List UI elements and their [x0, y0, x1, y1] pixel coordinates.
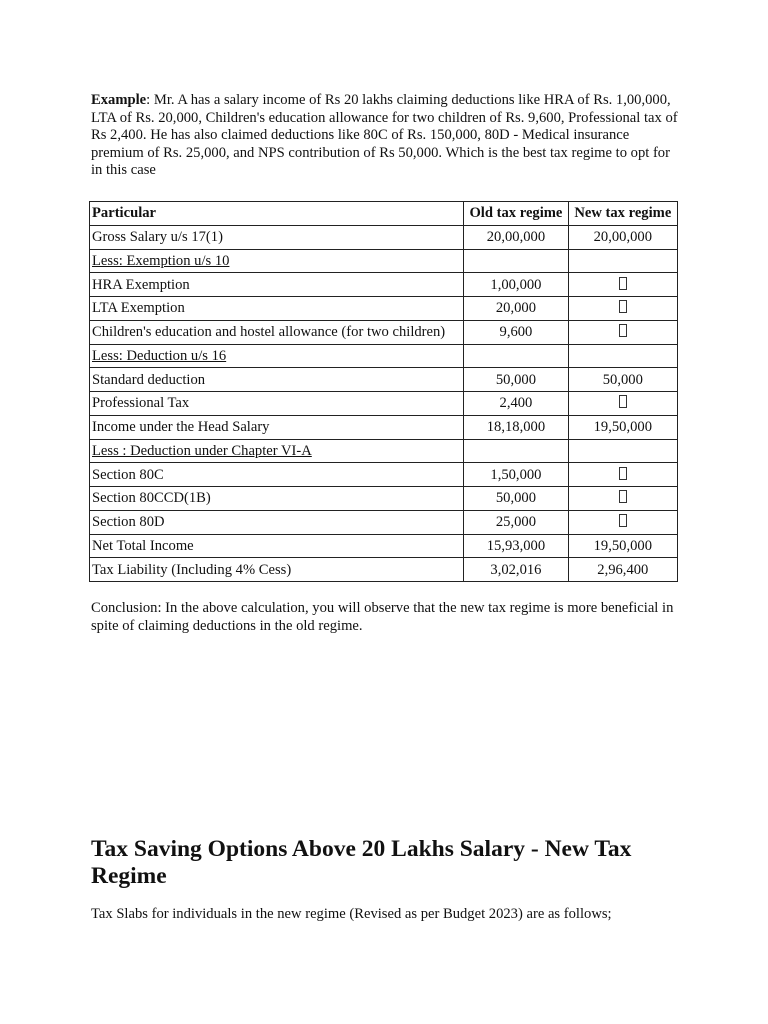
not-applicable-icon — [619, 514, 627, 527]
document-page — [91, 92, 681, 922]
particular-label: Section 80CCD(1B) — [92, 490, 211, 507]
cell-old-regime: 20,00,000 — [464, 225, 568, 249]
cell-particular — [90, 368, 464, 392]
cell-old-regime: 1,50,000 — [464, 463, 568, 487]
table-row — [90, 297, 678, 321]
cell-particular — [90, 392, 464, 416]
conclusion-paragraph: Conclusion: In the above calculation, you will observe that the new tax regime is more beneficial in spite of claiming deductions in the old regime. — [91, 600, 674, 634]
particular-label: Gross Salary u/s 17(1) — [92, 229, 223, 246]
table-row — [90, 320, 678, 344]
cell-particular — [90, 439, 464, 463]
cell-new-regime — [568, 392, 677, 416]
new-regime-value: 2,96,400 — [597, 561, 649, 578]
cell-particular — [90, 558, 464, 582]
particular-label: Tax Liability (Including 4% Cess) — [92, 561, 292, 578]
tax-slabs-intro: Tax Slabs for individuals in the new regime (Revised as per Budget 2023) are as follows; — [91, 906, 612, 922]
table-row — [90, 368, 678, 392]
cell-new-regime — [568, 273, 677, 297]
header-new-regime: New tax regime — [568, 202, 677, 226]
group-label: Less: Exemption u/s 10 — [92, 252, 230, 269]
particular-label: Standard deduction — [92, 371, 206, 388]
cell-new-regime — [568, 320, 677, 344]
cell-old-regime — [464, 249, 568, 273]
table-row — [90, 415, 678, 439]
cell-old-regime — [464, 439, 568, 463]
table-row — [90, 558, 678, 582]
not-applicable-icon — [619, 467, 627, 480]
cell-new-regime — [568, 487, 677, 511]
section-heading: Tax Saving Options Above 20 Lakhs Salary - New Tax Regime — [91, 836, 632, 889]
cell-old-regime: 9,600 — [464, 320, 568, 344]
particular-label: Professional Tax — [92, 395, 190, 412]
cell-particular — [90, 297, 464, 321]
tax-comparison-table — [89, 201, 678, 582]
cell-particular — [90, 534, 464, 558]
cell-particular — [90, 415, 464, 439]
cell-old-regime: 18,18,000 — [464, 415, 568, 439]
cell-old-regime: 2,400 — [464, 392, 568, 416]
cell-new-regime — [568, 415, 677, 439]
cell-old-regime: 25,000 — [464, 510, 568, 534]
table-header-row — [90, 202, 678, 226]
new-regime-value: 20,00,000 — [593, 229, 652, 246]
header-old-regime: Old tax regime — [464, 202, 568, 226]
table-body — [90, 225, 678, 581]
cell-new-regime — [568, 534, 677, 558]
cell-new-regime — [568, 439, 677, 463]
not-applicable-icon — [619, 277, 627, 290]
cell-new-regime — [568, 558, 677, 582]
cell-particular — [90, 463, 464, 487]
cell-old-regime: 20,000 — [464, 297, 568, 321]
particular-label: HRA Exemption — [92, 276, 190, 293]
new-regime-value: 19,50,000 — [593, 537, 652, 554]
particular-label: Section 80C — [92, 466, 164, 483]
cell-new-regime — [568, 225, 677, 249]
table-row — [90, 249, 678, 273]
cell-old-regime — [464, 344, 568, 368]
table-row — [90, 273, 678, 297]
cell-particular — [90, 344, 464, 368]
particular-label: Section 80D — [92, 514, 165, 531]
example-paragraph — [91, 92, 681, 180]
table-row — [90, 510, 678, 534]
cell-old-regime: 1,00,000 — [464, 273, 568, 297]
cell-new-regime — [568, 463, 677, 487]
particular-label: Children's education and hostel allowance (for two children) — [92, 324, 446, 341]
not-applicable-icon — [619, 324, 627, 337]
cell-particular — [90, 249, 464, 273]
cell-old-regime: 50,000 — [464, 487, 568, 511]
cell-particular — [90, 273, 464, 297]
cell-new-regime — [568, 368, 677, 392]
cell-old-regime: 50,000 — [464, 368, 568, 392]
cell-old-regime: 15,93,000 — [464, 534, 568, 558]
table-row — [90, 344, 678, 368]
group-label: Less : Deduction under Chapter VI-A — [92, 442, 312, 459]
not-applicable-icon — [619, 395, 627, 408]
cell-particular — [90, 225, 464, 249]
cell-particular — [90, 320, 464, 344]
not-applicable-icon — [619, 300, 627, 313]
cell-particular — [90, 510, 464, 534]
cell-new-regime — [568, 249, 677, 273]
particular-label: Income under the Head Salary — [92, 419, 270, 436]
table-row — [90, 392, 678, 416]
example-text: : Mr. A has a salary income of Rs 20 lakhs claiming deductions like HRA of Rs. 1,00,000, LTA of Rs. 20,000, Children's education allowance for two children of Rs. 9,600, Professional tax of Rs 2,400. He has also claimed deductions like 80C of Rs. 150,000, 80D - Medical insurance premium of Rs. 25,000, and NPS contribution of Rs 50,000. Which is the best tax regime to opt for in this case — [91, 92, 678, 179]
cell-new-regime — [568, 510, 677, 534]
table-row — [90, 463, 678, 487]
cell-new-regime — [568, 297, 677, 321]
group-label: Less: Deduction u/s 16 — [92, 347, 227, 364]
table-row — [90, 487, 678, 511]
new-regime-value: 19,50,000 — [593, 419, 652, 436]
table-row — [90, 439, 678, 463]
particular-label: LTA Exemption — [92, 300, 185, 317]
cell-new-regime — [568, 344, 677, 368]
table-row — [90, 534, 678, 558]
not-applicable-icon — [619, 490, 627, 503]
cell-particular — [90, 487, 464, 511]
table-row — [90, 225, 678, 249]
header-particular: Particular — [90, 202, 464, 226]
new-regime-value: 50,000 — [602, 371, 643, 388]
particular-label: Net Total Income — [92, 537, 194, 554]
example-label: Example — [91, 92, 147, 108]
cell-old-regime: 3,02,016 — [464, 558, 568, 582]
